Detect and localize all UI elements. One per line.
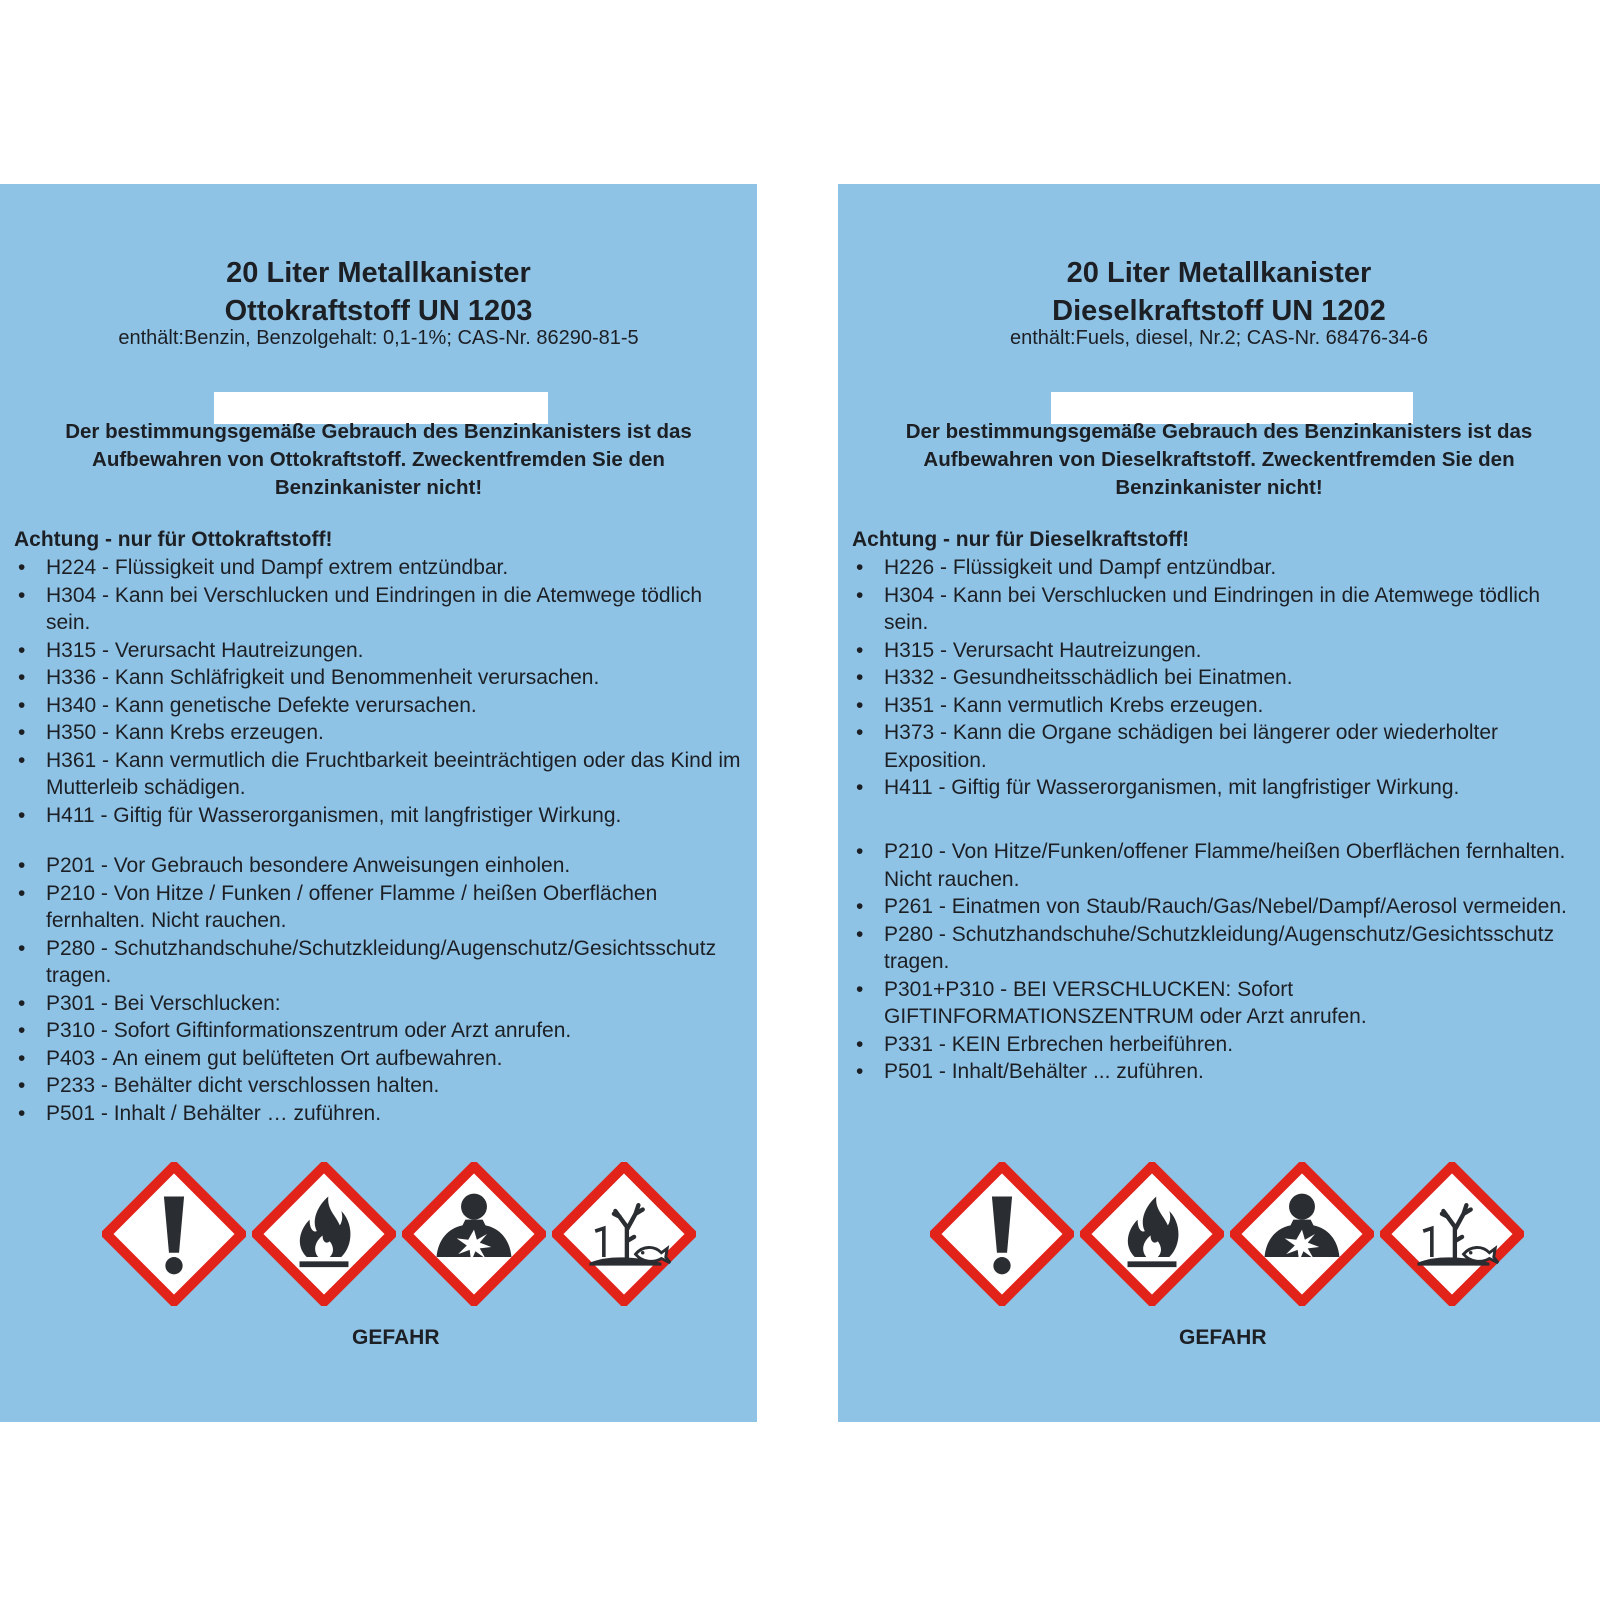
list-item: • H304 - Kann bei Verschlucken und Eindringen in die Atemwege tödlich sein. (16, 582, 743, 637)
hazard-statements (854, 554, 1586, 802)
precautionary-statements (16, 852, 743, 1127)
list-item: • H411 - Giftig für Wasserorganismen, mit langfristiger Wirkung. (16, 802, 743, 830)
list-item: • H304 - Kann bei Verschlucken und Eindringen in die Atemwege tödlich sein. (854, 582, 1586, 637)
list-item: • P233 - Behälter dicht verschlossen halten. (16, 1072, 743, 1100)
list-item: • P210 - Von Hitze/Funken/offener Flamme/heißen Oberflächen fernhalten. Nicht rauchen. (854, 838, 1586, 893)
warning-heading: Achtung - nur für Ottokraftstoff! (14, 528, 333, 551)
list-item: • P210 - Von Hitze / Funken / offener Flamme / heißen Oberflächen fernhalten. Nicht rauchen. (16, 880, 743, 935)
title-line-1: 20 Liter Metallkanister (226, 257, 531, 289)
label-dieselkraftstoff (838, 184, 1600, 1422)
list-item: • P403 - An einem gut belüfteten Ort aufbewahren. (16, 1045, 743, 1073)
precautionary-statements (854, 838, 1586, 1086)
list-item: • H336 - Kann Schläfrigkeit und Benommenheit verursachen. (16, 664, 743, 692)
list-item: • P501 - Inhalt/Behälter ... zuführen. (854, 1058, 1586, 1086)
environment-icon (1380, 1162, 1524, 1306)
list-item: • H340 - Kann genetische Defekte verursachen. (16, 692, 743, 720)
list-item: • H351 - Kann vermutlich Krebs erzeugen. (854, 692, 1586, 720)
list-item: • P310 - Sofort Giftinformationszentrum oder Arzt anrufen. (16, 1017, 743, 1045)
intended-use-text: Der bestimmungsgemäße Gebrauch des Benzinkanisters ist das Aufbewahren von Dieselkraftstoff. Zweckentfremden Sie den Benzinkanister nicht! (905, 420, 1533, 499)
list-item: • P501 - Inhalt / Behälter … zuführen. (16, 1100, 743, 1128)
list-item: • P280 - Schutzhandschuhe/Schutzkleidung/Augenschutz/Gesichtsschutz tragen. (854, 921, 1586, 976)
signal-word: GEFAHR (1179, 1326, 1267, 1349)
exclamation-mark-icon (102, 1162, 246, 1306)
list-item: • H350 - Kann Krebs erzeugen. (16, 719, 743, 747)
exclamation-mark-icon (930, 1162, 1074, 1306)
list-item: • P280 - Schutzhandschuhe/Schutzkleidung/Augenschutz/Gesichtsschutz tragen. (16, 935, 743, 990)
list-item: • H226 - Flüssigkeit und Dampf entzündbar. (854, 554, 1586, 582)
intended-use-text: Der bestimmungsgemäße Gebrauch des Benzinkanisters ist das Aufbewahren von Ottokraftstoff. Zweckentfremden Sie den Benzinkanister nicht! (65, 420, 692, 499)
flame-icon (1080, 1162, 1224, 1306)
flame-icon (252, 1162, 396, 1306)
contents-line: enthält:Fuels, diesel, Nr.2; CAS-Nr. 68476-34-6 (1010, 327, 1428, 349)
title-line-2: Ottokraftstoff UN 1203 (224, 295, 533, 327)
warning-heading: Achtung - nur für Dieselkraftstoff! (852, 528, 1190, 551)
list-item: • P301+P310 - BEI VERSCHLUCKEN: Sofort GIFTINFORMATIONSZENTRUM oder Arzt anrufen. (854, 976, 1586, 1031)
list-item: • P201 - Vor Gebrauch besondere Anweisungen einholen. (16, 852, 743, 880)
label-title (838, 254, 1600, 330)
signal-word: GEFAHR (352, 1326, 440, 1349)
contents-line: enthält:Benzin, Benzolgehalt: 0,1-1%; CAS-Nr. 86290-81-5 (118, 327, 639, 349)
health-hazard-icon (1230, 1162, 1374, 1306)
ghs-pictograms (102, 1162, 696, 1314)
list-item: • P301 - Bei Verschlucken: (16, 990, 743, 1018)
list-item: • H315 - Verursacht Hautreizungen. (854, 637, 1586, 665)
title-line-2: Dieselkraftstoff UN 1202 (1052, 295, 1386, 327)
list-item: • H361 - Kann vermutlich die Fruchtbarkeit beeinträchtigen oder das Kind im Mutterleib schädigen. (16, 747, 743, 802)
list-item: • H411 - Giftig für Wasserorganismen, mit langfristiger Wirkung. (854, 774, 1586, 802)
list-item: • P261 - Einatmen von Staub/Rauch/Gas/Nebel/Dampf/Aerosol vermeiden. (854, 893, 1586, 921)
environment-icon (552, 1162, 696, 1306)
health-hazard-icon (402, 1162, 546, 1306)
list-item: • H332 - Gesundheitsschädlich bei Einatmen. (854, 664, 1586, 692)
list-item: • P331 - KEIN Erbrechen herbeiführen. (854, 1031, 1586, 1059)
list-item: • H315 - Verursacht Hautreizungen. (16, 637, 743, 665)
list-item: • H373 - Kann die Organe schädigen bei längerer oder wiederholter Exposition. (854, 719, 1586, 774)
list-item: • H224 - Flüssigkeit und Dampf extrem entzündbar. (16, 554, 743, 582)
label-title (0, 254, 757, 330)
ghs-pictograms (930, 1162, 1524, 1314)
hazard-statements (16, 554, 743, 829)
title-line-1: 20 Liter Metallkanister (1066, 257, 1372, 289)
label-ottokraftstoff (0, 184, 757, 1422)
